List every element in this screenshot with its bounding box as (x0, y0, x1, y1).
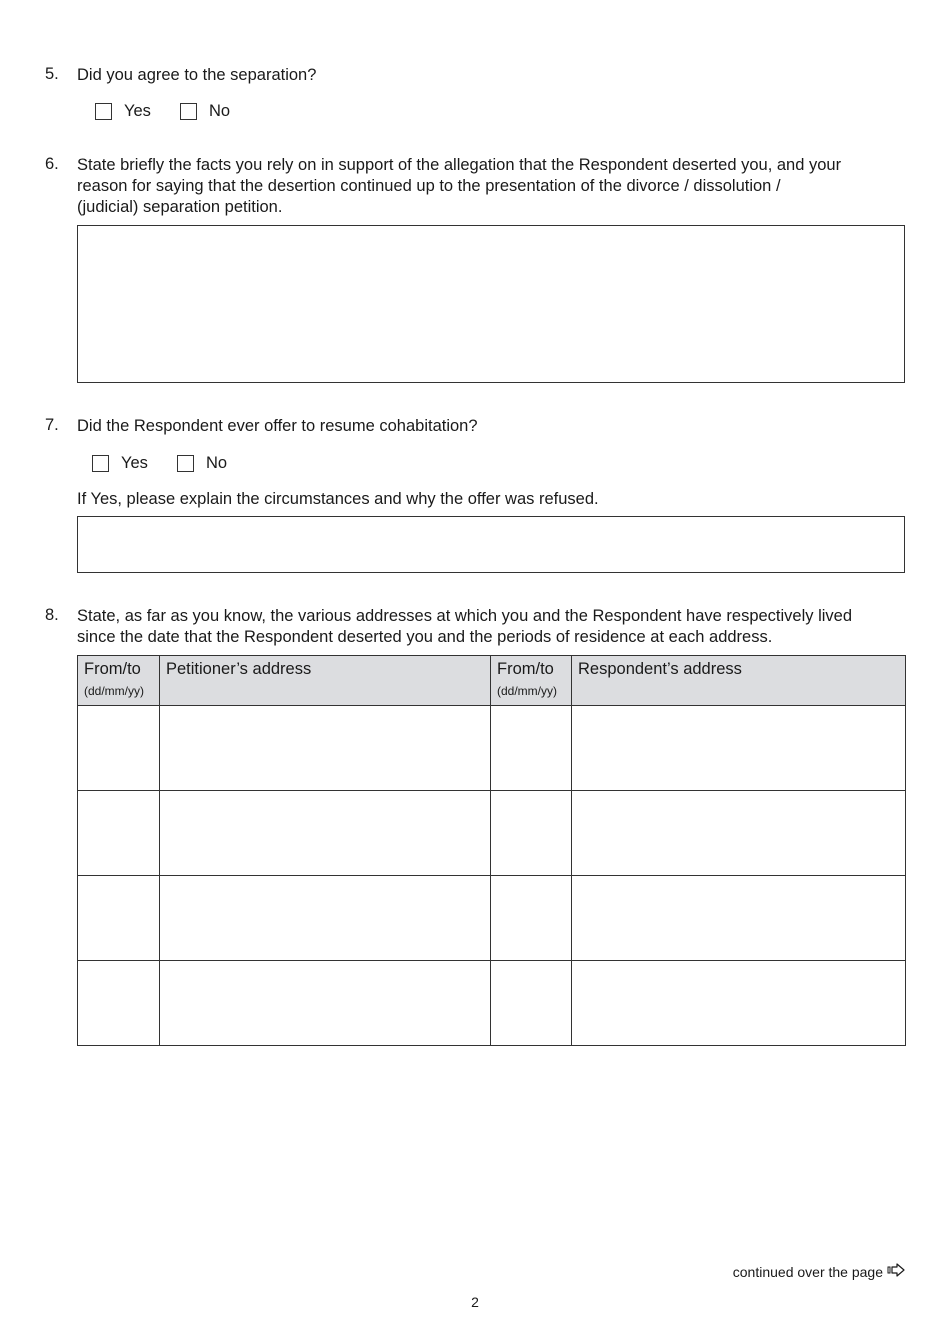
header-petitioner-address-label: Petitioner’s address (166, 660, 312, 678)
table-row (78, 791, 906, 876)
header-respondent-dates (491, 656, 572, 706)
q5-no-checkbox[interactable] (180, 103, 197, 120)
respondent-dates-cell[interactable] (491, 791, 572, 876)
q6-line-1: State briefly the facts you rely on in support of the allegation that the Respondent deserted you, and your (77, 156, 842, 174)
q6-answer-box[interactable] (77, 225, 905, 383)
q5-yes-label: Yes (124, 102, 151, 120)
table-row (78, 706, 906, 791)
q5-number: 5. (45, 65, 59, 83)
q7-yes-label: Yes (121, 454, 148, 472)
q5-yes-option[interactable] (95, 102, 151, 121)
respondent-dates-cell[interactable] (491, 876, 572, 961)
q8-text (77, 606, 852, 648)
respondent-dates-cell[interactable] (491, 706, 572, 791)
q7-answer-box[interactable] (77, 516, 905, 573)
petitioner-dates-cell[interactable] (78, 961, 160, 1046)
q7-number: 7. (45, 416, 59, 434)
respondent-address-cell[interactable] (572, 961, 906, 1046)
q7-question: Did the Respondent ever offer to resume cohabitation? (77, 417, 478, 435)
q5-no-option[interactable] (180, 102, 230, 121)
petitioner-address-cell[interactable] (160, 706, 491, 791)
q7-no-option[interactable] (177, 454, 227, 473)
q8-line-2: since the date that the Respondent deserted you and the periods of residence at each address. (77, 628, 773, 646)
respondent-dates-cell[interactable] (491, 961, 572, 1046)
q7-yes-checkbox[interactable] (92, 455, 109, 472)
arrow-right-icon (887, 1263, 905, 1280)
continued-over-page (733, 1263, 905, 1280)
q5-yes-checkbox[interactable] (95, 103, 112, 120)
respondent-address-cell[interactable] (572, 876, 906, 961)
header-respondent-address-label: Respondent’s address (578, 660, 742, 678)
petitioner-dates-cell[interactable] (78, 706, 160, 791)
q7-no-checkbox[interactable] (177, 455, 194, 472)
page-number: 2 (471, 1294, 479, 1310)
q6-line-3: (judicial) separation petition. (77, 198, 283, 216)
q6-number: 6. (45, 155, 59, 173)
q5-question: Did you agree to the separation? (77, 66, 317, 84)
petitioner-dates-cell[interactable] (78, 876, 160, 961)
petitioner-address-cell[interactable] (160, 876, 491, 961)
q7-followup: If Yes, please explain the circumstances and why the offer was refused. (77, 490, 599, 508)
respondent-address-cell[interactable] (572, 706, 906, 791)
continued-label: continued over the page (732, 1263, 883, 1280)
respondent-address-cell[interactable] (572, 791, 906, 876)
header-petitioner-dates-label: From/to (84, 660, 141, 678)
q7-yes-option[interactable] (92, 454, 148, 473)
header-petitioner-dates (78, 656, 160, 706)
petitioner-address-cell[interactable] (160, 791, 491, 876)
header-respondent-address (572, 656, 906, 706)
q5-no-label: No (209, 102, 231, 120)
q6-line-2: reason for saying that the desertion continued up to the presentation of the divorce / dissolution / (77, 177, 781, 195)
table-row (78, 876, 906, 961)
address-table (77, 655, 906, 1046)
petitioner-dates-cell[interactable] (78, 791, 160, 876)
header-respondent-dates-format: (dd/mm/yy) (497, 684, 557, 698)
header-respondent-dates-label: From/to (497, 660, 554, 678)
header-petitioner-dates-format: (dd/mm/yy) (84, 684, 144, 698)
q6-text (77, 155, 841, 218)
petitioner-address-cell[interactable] (160, 961, 491, 1046)
q8-number: 8. (45, 606, 59, 624)
header-petitioner-address (160, 656, 491, 706)
table-row (78, 961, 906, 1046)
q8-line-1: State, as far as you know, the various addresses at which you and the Respondent have respectively lived (77, 607, 853, 625)
q7-no-label: No (206, 454, 228, 472)
address-table-header (78, 656, 906, 706)
